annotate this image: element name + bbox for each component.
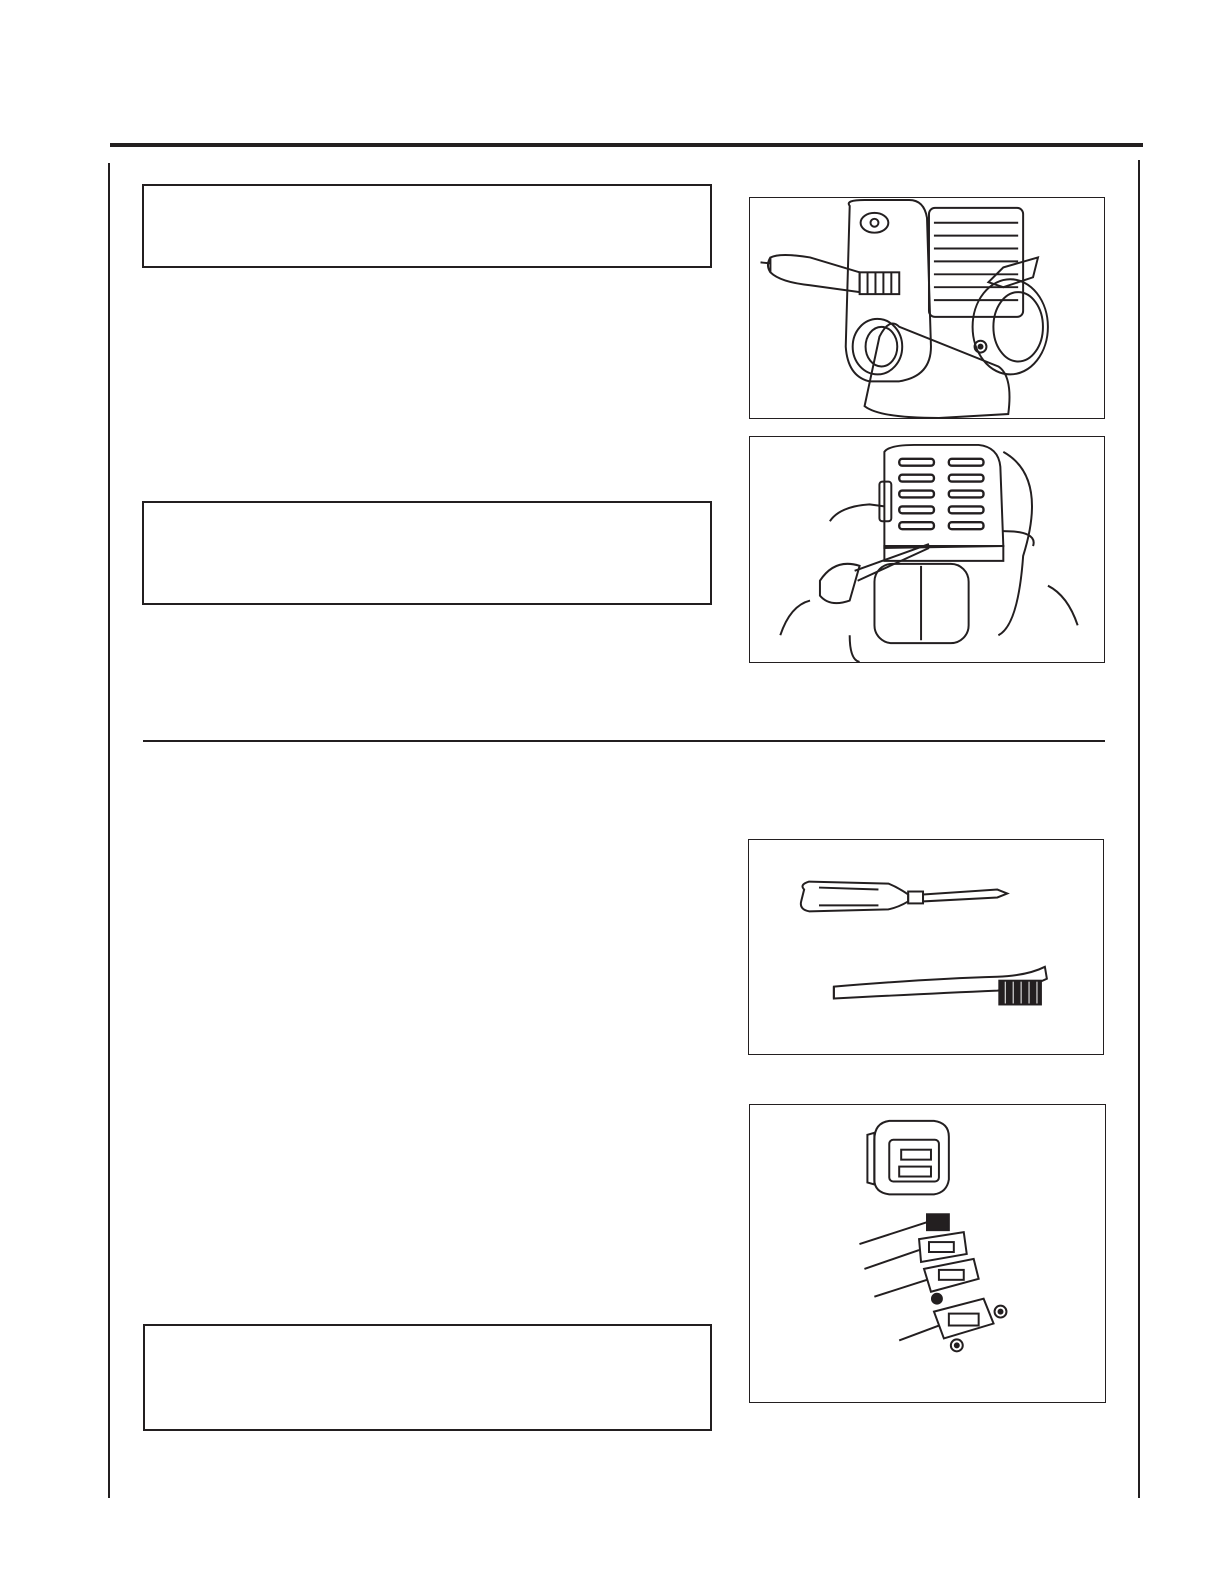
muffler-exploded-figure <box>749 1104 1106 1403</box>
section-divider <box>143 740 1105 742</box>
muffler-screwdriver-figure <box>749 436 1105 663</box>
engine-spark-plug-figure <box>749 197 1105 419</box>
tools-figure <box>748 839 1104 1055</box>
screwdriver-and-brush-icon <box>749 840 1103 1054</box>
note-box-3 <box>143 1324 712 1431</box>
right-margin-line <box>1138 160 1140 1498</box>
note-box-1 <box>142 184 712 268</box>
engine-spark-plug-icon <box>750 198 1104 418</box>
left-margin-line <box>108 163 110 1498</box>
header-rule <box>110 143 1143 147</box>
muffler-screwdriver-icon <box>750 437 1104 662</box>
page-bottom-edge <box>0 1566 1225 1585</box>
note-box-2 <box>142 501 712 605</box>
muffler-exploded-view-icon <box>750 1105 1105 1402</box>
